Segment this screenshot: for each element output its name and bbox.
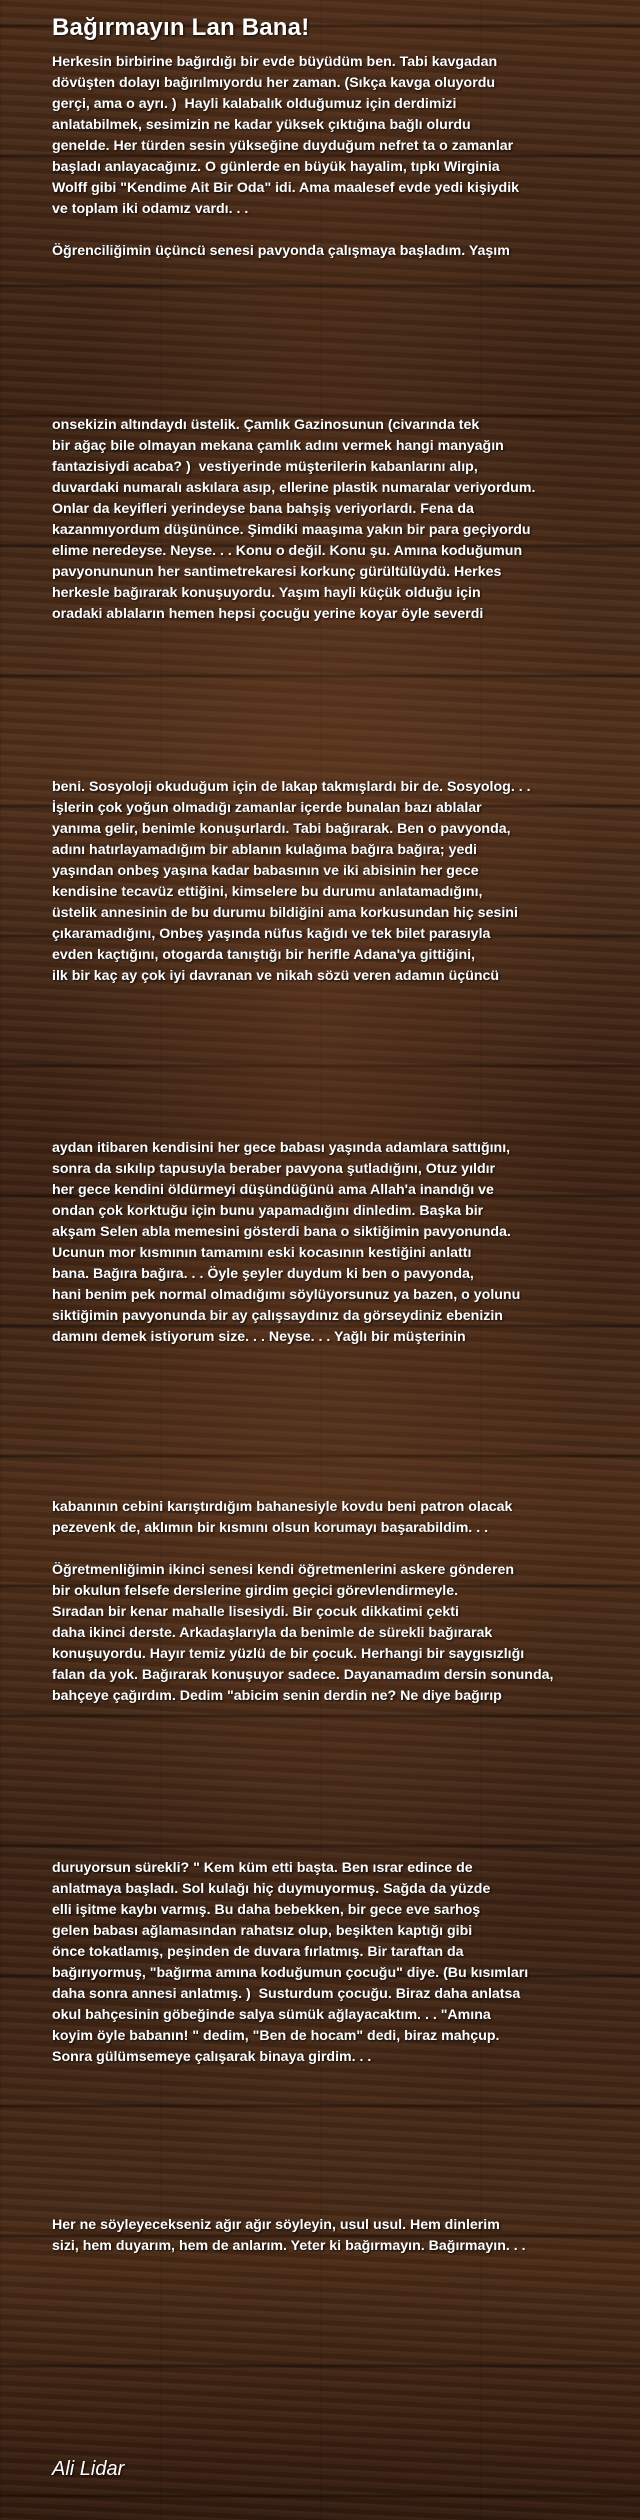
poem-paragraph: Her ne söyleyecekseniz ağır ağır söyleyin, usul usul. Hem dinlerim sizi, hem duyarım, hem de anlarım. Yeter ki bağırmayın. Bağırmayın. . . <box>52 2217 526 2254</box>
poem-paragraph: kabanının cebini karıştırdığım bahanesiyle kovdu beni patron olacak pezevenk de, aklımın bir kısmını olsun korumayı başarabildim. . . Öğretmenliğimin ikinci senesi kendi öğretmenlerini askere gönderen bir okulun felsefe derslerine girdim geçici görevlendirmeyle. Sıradan bir kenar mahalle lisesiydi. Bir çocuk dikkatimi çekti daha ikinci derste. Arkadaşlarıyla da benimle de sürekli bağırarak konuşuyordu. Hayır temiz yüzlü de bir çocuk. Herhangi bir saygısızlığı falan da yok. Bağırarak konuşuyor sadece. Dayanamadım dersin sonunda, bahçeye çağırdım. Dedim "abicim senin derdin ne? Ne diye bağırıp <box>52 1499 554 1704</box>
poem-paragraph: Herkesin birbirine bağırdığı bir evde büyüdüm ben. Tabi kavgadan dövüşten dolayı bağırılmıyordu her zaman. (Sıkça kavga oluyordu gerçi, ama o ayrı. ) Hayli kalabalık olduğumuz için derdimizi anlatabilmek, sesimizin ne kadar yüksek çıktığına bağlı olurdu genelde. Her türden sesin yükseğine duyduğum nefret ta o zamanlar başladı anlayacağınız. O günlerde en büyük hayalim, tıpkı Wirginia Wolff gibi "Kendime Ait Bir Oda" idi. Ama maalesef evde yedi kişiydik ve toplam iki odamız vardı. . . Öğrenciliğimin üçüncü senesi pavyonda çalışmaya başladım. Yaşım <box>52 54 520 259</box>
poem-paragraph: beni. Sosyoloji okuduğum için de lakap takmışlardı bir de. Sosyolog. . . İşlerin çok yoğun olmadığı zamanlar içerde bunalan bazı ablalar yanıma gelir, benimle konuşurlardı. Tabi bağırarak. Ben o pavyonda, adını hatırlayamadığım bir ablanın kulağıma bağıra bağıra; yedi yaşından onbeş yaşına kadar babasının ve iki abisinin her gece kendisine tecavüz ettiğini, kimselere bu durumu anlatamadığını, üstelik annesinin de bu durumu bildiğini ama korkusundan hiç sesini çıkaramadığını, Onbeş yaşında nüfus kağıdı ve tek bilet parasıyla evden kaçtığını, otogarda tanıştığı bir herifle Adana'ya gittiğini, ilk bir kaç ay çok iyi davranan ve nikah sözü veren adamın üçüncü <box>52 779 531 984</box>
poem-author: Ali Lidar <box>52 2458 125 2480</box>
poem-paragraph: duruyorsun sürekli? " Kem küm etti başta. Ben ısrar edince de anlatmaya başladı. Sol kulağı hiç duymuyormuş. Sağda da yüzde elli işitme kaybı varmış. Bu daha bebekken, bir gece eve sarhoş gelen babası ağlamasından rahatsız olup, beşikten kaptığı gibi önce tokatlamış, peşinden de duvara fırlatmış. Bir taraftan da bağırıyormuş, "bağırma amına koduğumun çocuğu" diye. (Bu kısımları daha sonra annesi anlatmış. ) Susturdum çocuğu. Biraz daha anlatsa okul bahçesinin göbeğinde salya sümük ağlayacaktım. . . "Amına koyim öyle babanın! " dedim, "Ben de hocam" dedi, biraz mahçup. Sonra gülümsemeye çalışarak binaya girdim. . . <box>52 1860 529 2065</box>
poem-paragraph: aydan itibaren kendisini her gece babası yaşında adamlara sattığını, sonra da sıkılıp tapusuyla beraber pavyona şutladığını, Otuz yıldır her gece kendini öldürmeyi düşündüğünü ama Allah'a inandığı ve ondan çok korktuğu için bunu yapamadığını dinledim. Başka bir akşam Selen abla memesini gösterdi bana o siktiğimin pavyonunda. Ucunun mor kısmının tamamını eski kocasının kestiğini anlattı bana. Bağıra bağıra. . . Öyle şeyler duydum ki ben o pavyonda, hani benim pek normal olmadığımı söylüyorsunuz ya bazen, o yolunu siktiğimin pavyonunda bir ay çalışsaydınız da görseydiniz ebenizin damını demek istiyorum size. . . Neyse. . . Yağlı bir müşterinin <box>52 1140 521 1345</box>
poem-paragraph: onsekizin altındaydı üstelik. Çamlık Gazinosunun (civarında tek bir ağaç bile olmayan mekana çamlık adını vermek hangi manyağın fantazisiydi acaba? ) vestiyerinde müşterilerin kabanlarını alıp, duvardaki numaralı askılara asıp, ellerine plastik numaralar veriyordum. Onlar da keyifleri yerindeyse bana bahşiş veriyorlardı. Fena da kazanmıyordum düşününce. Şimdiki maaşıma yakın bir para geçiyordu elime neredeyse. Neyse. . . Konu o değil. Konu şu. Amına koduğumun pavyonununun her santimetrekaresi korkunç gürültülüydü. Herkes herkesle bağırarak konuşuyordu. Yaşım hayli küçük olduğu için oradaki ablaların hemen hepsi çocuğu yerine koyar öyle severdi <box>52 417 536 622</box>
poem-title: Bağırmayın Lan Bana! <box>52 14 310 41</box>
